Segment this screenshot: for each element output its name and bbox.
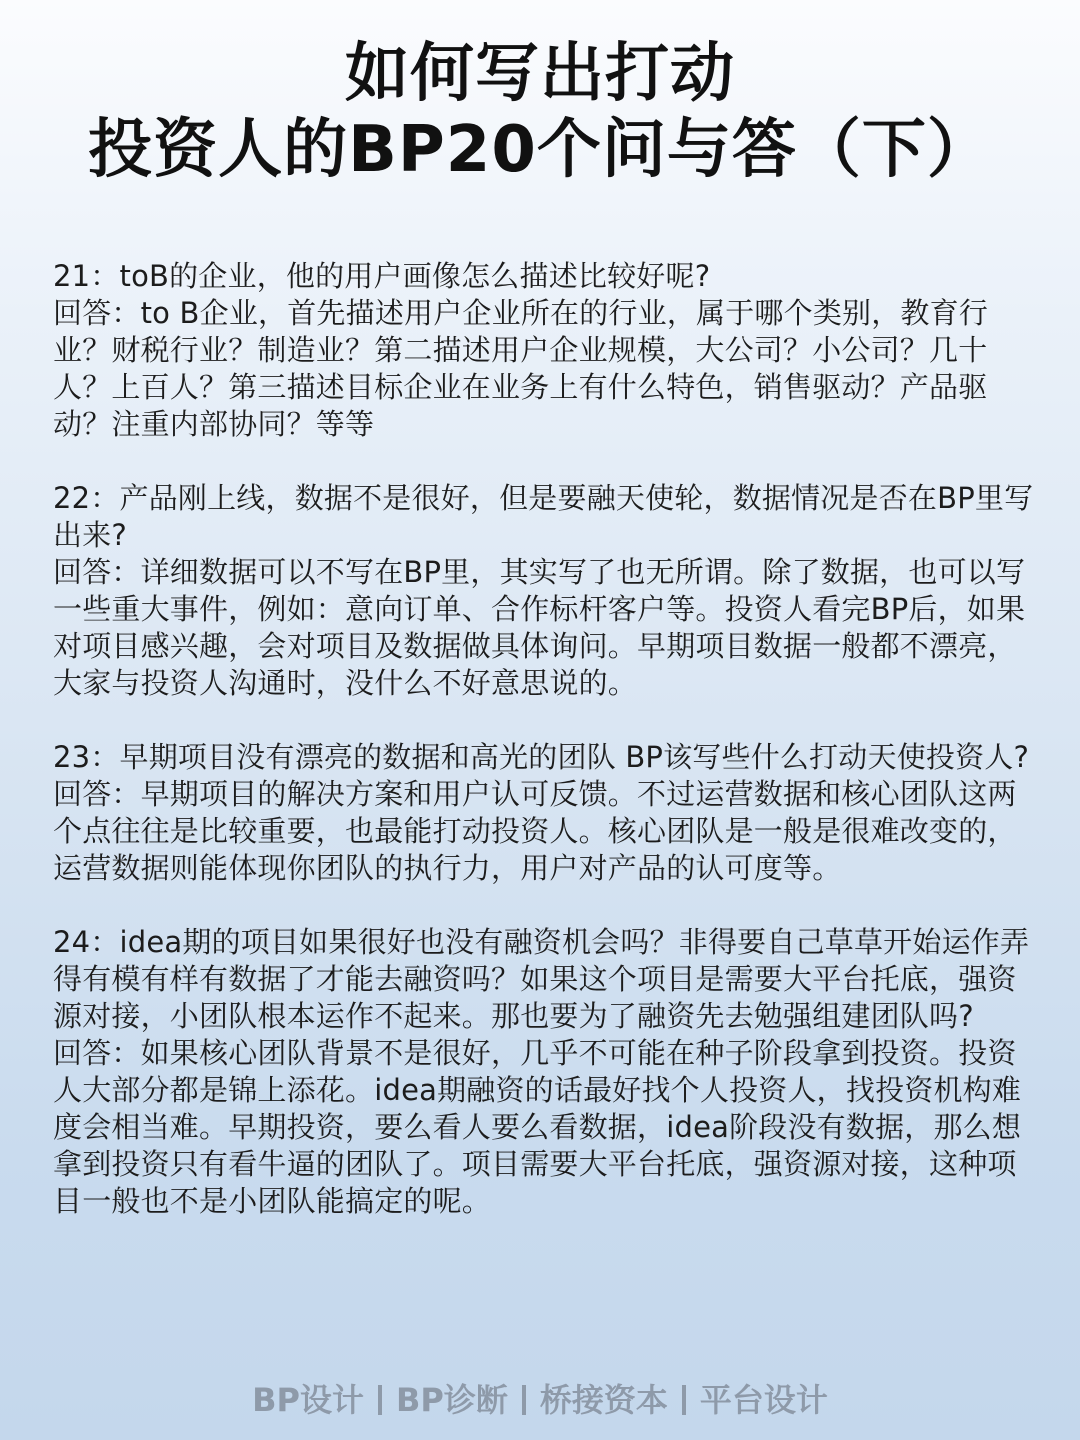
footer-divider: [682, 1385, 686, 1415]
answer-text: 回答：to B企业，首先描述用户企业所在的行业，属于哪个类别，教育行业？财税行业？制造业？第二描述用户企业规模，大公司？小公司？几十人？上百人？第三描述目标企业在业务上有什么特色，销售驱动？产品驱动？注重内部协同？等等: [53, 296, 989, 441]
qa-item-21: [53, 258, 1043, 443]
footer-divider: [378, 1385, 382, 1415]
answer-text: 回答：如果核心团队背景不是很好，几乎不可能在种子阶段拿到投资。投资人大部分都是锦上添花。idea期融资的话最好找个人投资人，找投资机构难度会相当难。早期投资，要么看人要么看数据，idea阶段没有数据，那么想拿到投资只有看牛逼的团队了。项目需要大平台托底，强资源对接，这种项目一般也不是小团队能搞定的呢。: [53, 1036, 1022, 1218]
question-text: 24：idea期的项目如果很好也没有融资机会吗？非得要自己草草开始运作弄得有模有样有数据了才能去融资吗？如果这个项目是需要大平台托底，强资源对接，小团队根本运作不起来。那也要为了融资先去勉强组建团队吗?: [53, 925, 1030, 1033]
qa-list: [53, 258, 1043, 1257]
footer-item-bp-diagnosis: BP诊断: [395, 1381, 508, 1419]
answer-text: 回答：详细数据可以不写在BP里，其实写了也无所谓。除了数据，也可以写一些重大事件，例如：意向订单、合作标杆客户等。投资人看完BP后，如果对项目感兴趣，会对项目及数据做具体询问。早期项目数据一般都不漂亮，大家与投资人沟通时，没什么不好意思说的。: [53, 555, 1026, 700]
footer-divider: [522, 1385, 526, 1415]
title-line-1: 如何写出打动: [345, 37, 735, 111]
footer-services: [0, 1378, 1080, 1422]
footer-item-bridge-capital: 桥接资本: [539, 1381, 668, 1419]
page-title: [0, 36, 1080, 188]
qa-item-24: [53, 924, 1043, 1220]
answer-text: 回答：早期项目的解决方案和用户认可反馈。不过运营数据和核心团队这两个点往往是比较重要，也最能打动投资人。核心团队是一般是很难改变的，运营数据则能体现你团队的执行力，用户对产品的认可度等。: [53, 777, 1017, 885]
question-text: 22：产品刚上线，数据不是很好，但是要融天使轮，数据情况是否在BP里写出来?: [53, 481, 1034, 552]
question-text: 23：早期项目没有漂亮的数据和高光的团队 BP该写些什么打动天使投资人?: [53, 740, 1030, 774]
question-text: 21：toB的企业，他的用户画像怎么描述比较好呢?: [53, 259, 711, 293]
footer-item-bp-design: BP设计: [252, 1381, 364, 1419]
footer-item-platform-design: 平台设计: [699, 1381, 828, 1419]
qa-item-23: [53, 739, 1043, 887]
qa-item-22: [53, 480, 1043, 702]
title-line-2: 投资人的BP20个问与答（下）: [88, 113, 992, 187]
